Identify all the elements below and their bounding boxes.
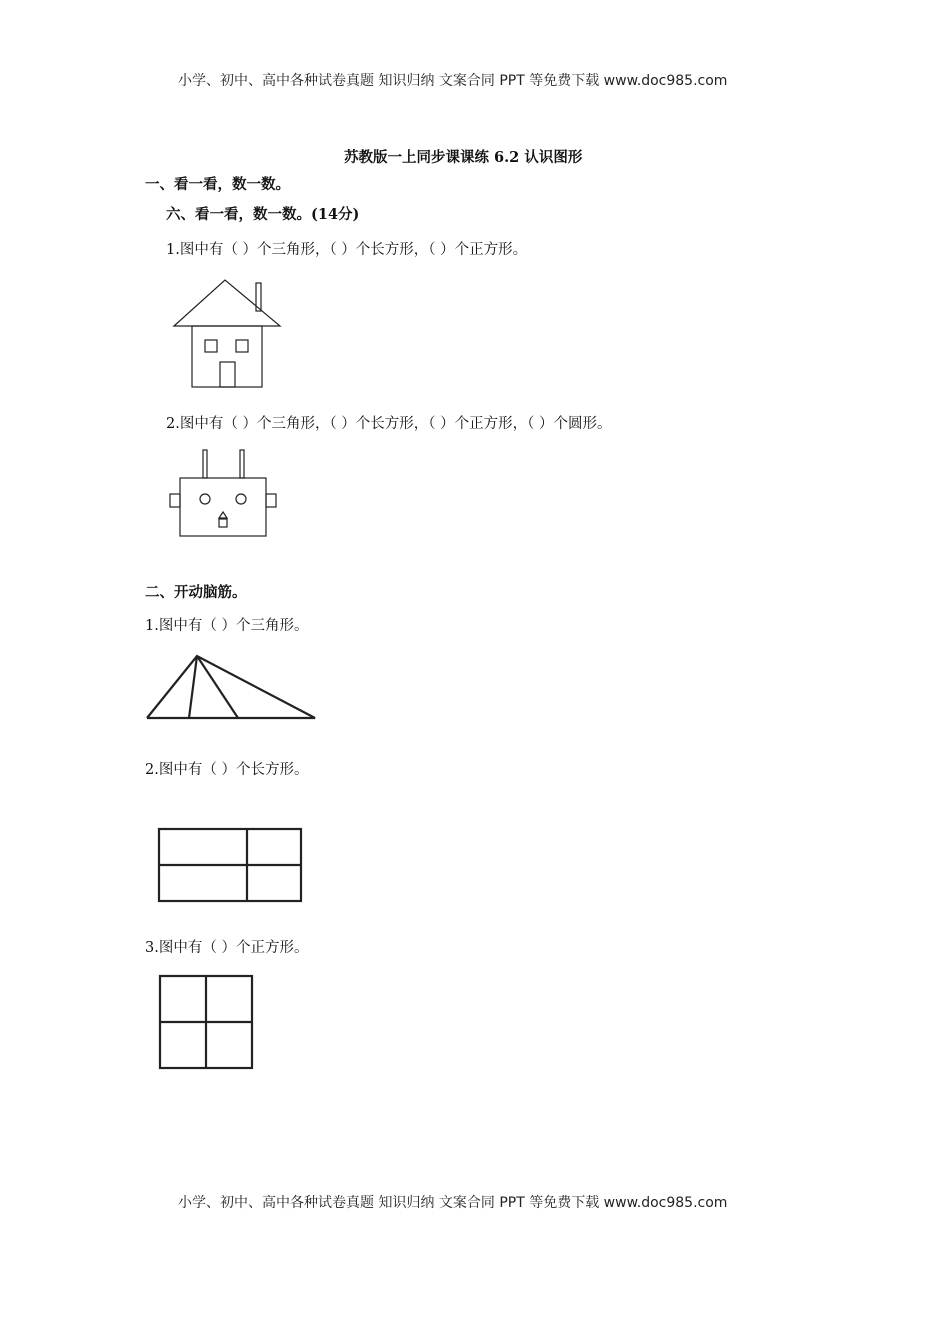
house-roof-triangle	[174, 280, 280, 326]
robot-ear-right	[266, 494, 276, 507]
robot-ear-left	[170, 494, 180, 507]
question-2-1: 1.图中有（ ）个三角形。	[145, 618, 309, 634]
robot-antenna-right	[240, 450, 244, 478]
section-2-heading: 二、开动脑筋。	[145, 584, 247, 601]
robot-eye-left	[200, 494, 210, 504]
house-window-left	[205, 340, 217, 352]
page-title: 苏教版一上同步课课练 6.2 认识图形	[344, 149, 583, 166]
robot-figure	[168, 448, 280, 540]
house-door	[220, 362, 235, 387]
triangle-segment-2	[197, 656, 238, 718]
robot-mouth-square	[219, 519, 227, 527]
house-window-right	[236, 340, 248, 352]
house-figure	[170, 278, 285, 390]
page-header: 小学、初中、高中各种试卷真题 知识归纳 文案合同 PPT 等免费下载 www.doc985.com	[178, 73, 728, 89]
squares-figure	[159, 975, 254, 1071]
question-1-1: 1.图中有（ ）个三角形，（ ）个长方形，（ ）个正方形。	[166, 242, 528, 258]
section-1-subheading: 六、看一看，数一数。(14分)	[166, 206, 360, 223]
question-2-3: 3.图中有（ ）个正方形。	[145, 940, 309, 956]
page-footer: 小学、初中、高中各种试卷真题 知识归纳 文案合同 PPT 等免费下载 www.doc985.com	[178, 1195, 728, 1211]
question-1-2: 2.图中有（ ）个三角形，（ ）个长方形，（ ）个正方形，（ ）个圆形。	[166, 416, 612, 432]
house-body	[192, 326, 262, 387]
robot-eye-right	[236, 494, 246, 504]
rectangles-figure	[158, 828, 303, 904]
robot-antenna-left	[203, 450, 207, 478]
robot-nose-triangle	[219, 512, 227, 518]
triangles-figure	[145, 652, 320, 724]
question-2-2: 2.图中有（ ）个长方形。	[145, 762, 309, 778]
section-1-heading: 一、看一看，数一数。	[145, 176, 290, 193]
